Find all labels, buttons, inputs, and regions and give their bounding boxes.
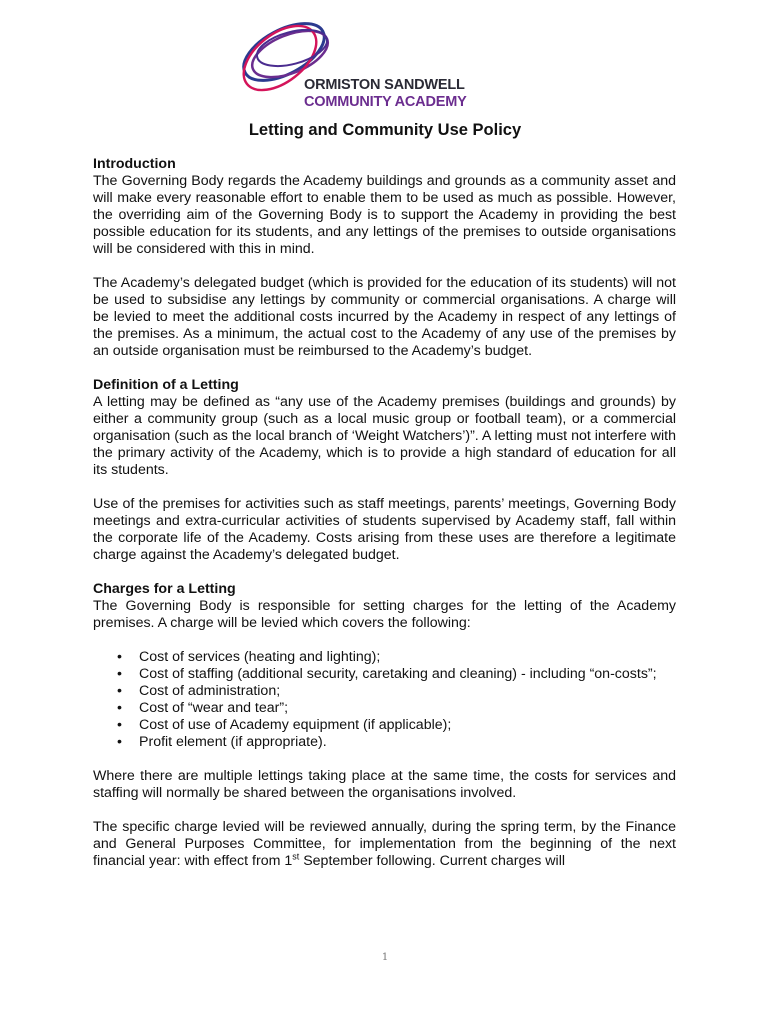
intro-paragraph-2: The Academy’s delegated budget (which is provided for the education of its students) will not be used to subsidise any lettings by community or commercial organisations. A charge will be levied to meet the additional costs incurred by the Academy in respect of any lettings of the premises. As a minimum, the actual cost to the Academy of any use of the premises by an outside organisation must be reimbursed to the Academy’s budget. (93, 275, 676, 359)
charges-paragraph-1: The Governing Body is responsible for setting charges for the letting of the Academy premises. A charge will be levied which covers the following: (93, 598, 676, 631)
intro-paragraph-1: The Governing Body regards the Academy buildings and grounds as a community asset and will make every reasonable effort to enable them to be used as much as possible. However, the overriding aim of the Governing Body is to support the Academy in providing the best possible education for its students, and any lettings of the premises to outside organisations will be considered with this in mind. (93, 173, 676, 257)
bullet-icon: • (117, 666, 122, 682)
page-number: 1 (381, 952, 389, 963)
list-item: • Cost of “wear and tear”; (117, 700, 289, 716)
list-item: • Cost of services (heating and lighting); (117, 649, 381, 665)
charges-paragraph-2: Where there are multiple lettings taking place at the same time, the costs for services and staffing will normally be shared between the organisations involved. (93, 768, 676, 801)
list-item: • Cost of use of Academy equipment (if applicable); (117, 717, 452, 733)
section-heading-definition: Definition of a Letting (93, 377, 239, 393)
logo-text-line2: COMMUNITY ACADEMY (304, 94, 467, 110)
list-item: • Cost of administration; (117, 683, 281, 699)
definition-paragraph-2: Use of the premises for activities such as staff meetings, parents’ meetings, Governing Body meetings and extra-curricular activities of students supervised by Academy staff, fall within the corporate life of the Academy. Costs arising from these uses are therefore a legitimate charge against the Academy’s delegated budget. (93, 496, 676, 563)
section-heading-introduction: Introduction (93, 156, 176, 172)
charges-list (93, 649, 676, 751)
definition-paragraph-1: A letting may be defined as “any use of the Academy premises (buildings and grounds) by either a community group (such as a local music group or football team), or a commercial organisation (such as the local branch of ‘Weight Watchers’)”. A letting must not interfere with the primary activity of the Academy, which is to provide a high standard of education for all its students. (93, 394, 676, 478)
bullet-icon: • (117, 649, 122, 665)
bullet-icon: • (117, 683, 122, 699)
charges-paragraph-3: The specific charge levied will be reviewed annually, during the spring term, by the Finance and General Purposes Committee, for implementation from the beginning of the next financial year: with effect from 1st September following. Current charges will (93, 819, 676, 869)
document-body (93, 156, 676, 887)
academy-logo (232, 14, 512, 114)
bullet-icon: • (117, 734, 122, 750)
document-title: Letting and Community Use Policy (248, 121, 522, 139)
list-item: • Profit element (if appropriate). (117, 734, 327, 750)
bullet-icon: • (117, 700, 122, 716)
logo-text-line1: ORMISTON SANDWELL (304, 77, 465, 93)
section-heading-charges: Charges for a Letting (93, 581, 236, 597)
list-item: • Cost of staffing (additional security, caretaking and cleaning) - including “on-costs”; (117, 666, 657, 682)
bullet-icon: • (117, 717, 122, 733)
